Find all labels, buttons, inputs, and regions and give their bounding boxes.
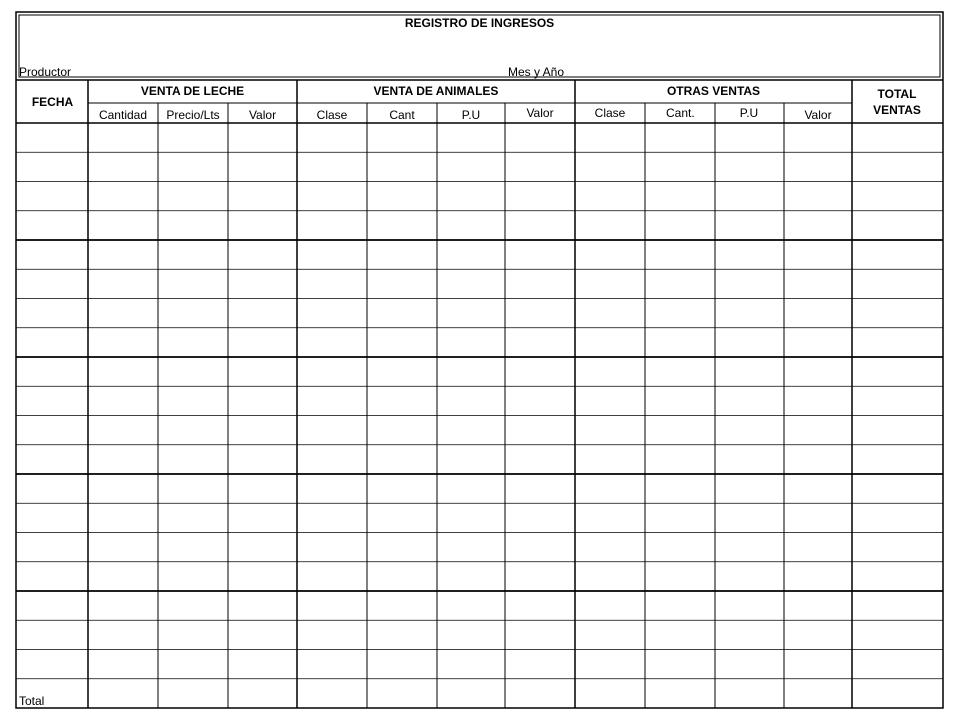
group-header-venta-leche: VENTA DE LECHE	[140, 84, 245, 98]
col-header-valor-otras: Valor	[804, 108, 832, 122]
form-title: REGISTRO DE INGRESOS	[404, 16, 555, 30]
total-row-label: Total	[19, 694, 45, 708]
total-ventas-header-line1: TOTAL	[877, 87, 917, 101]
col-header-pu-otras: P.U	[739, 106, 759, 120]
group-header-venta-animales: VENTA DE ANIMALES	[373, 84, 499, 98]
col-header-precio-lts: Precio/Lts	[166, 108, 220, 122]
col-header-clase-animales: Clase	[316, 108, 348, 122]
col-header-cant-animales: Cant	[389, 108, 415, 122]
col-header-clase-otras: Clase	[594, 106, 626, 120]
total-ventas-header-line2: VENTAS	[873, 103, 921, 117]
productor-label: Productor	[19, 65, 72, 79]
col-header-cantidad: Cantidad	[98, 108, 148, 122]
group-header-otras-ventas: OTRAS VENTAS	[666, 84, 761, 98]
col-header-valor-leche: Valor	[248, 108, 277, 122]
col-header-valor-animales: Valor	[526, 106, 554, 120]
fecha-header: FECHA	[31, 95, 74, 109]
col-header-cant-otras: Cant.	[666, 106, 695, 120]
mes-ano-label: Mes y Año	[508, 65, 565, 79]
col-header-pu-animales: P.U	[461, 108, 481, 122]
